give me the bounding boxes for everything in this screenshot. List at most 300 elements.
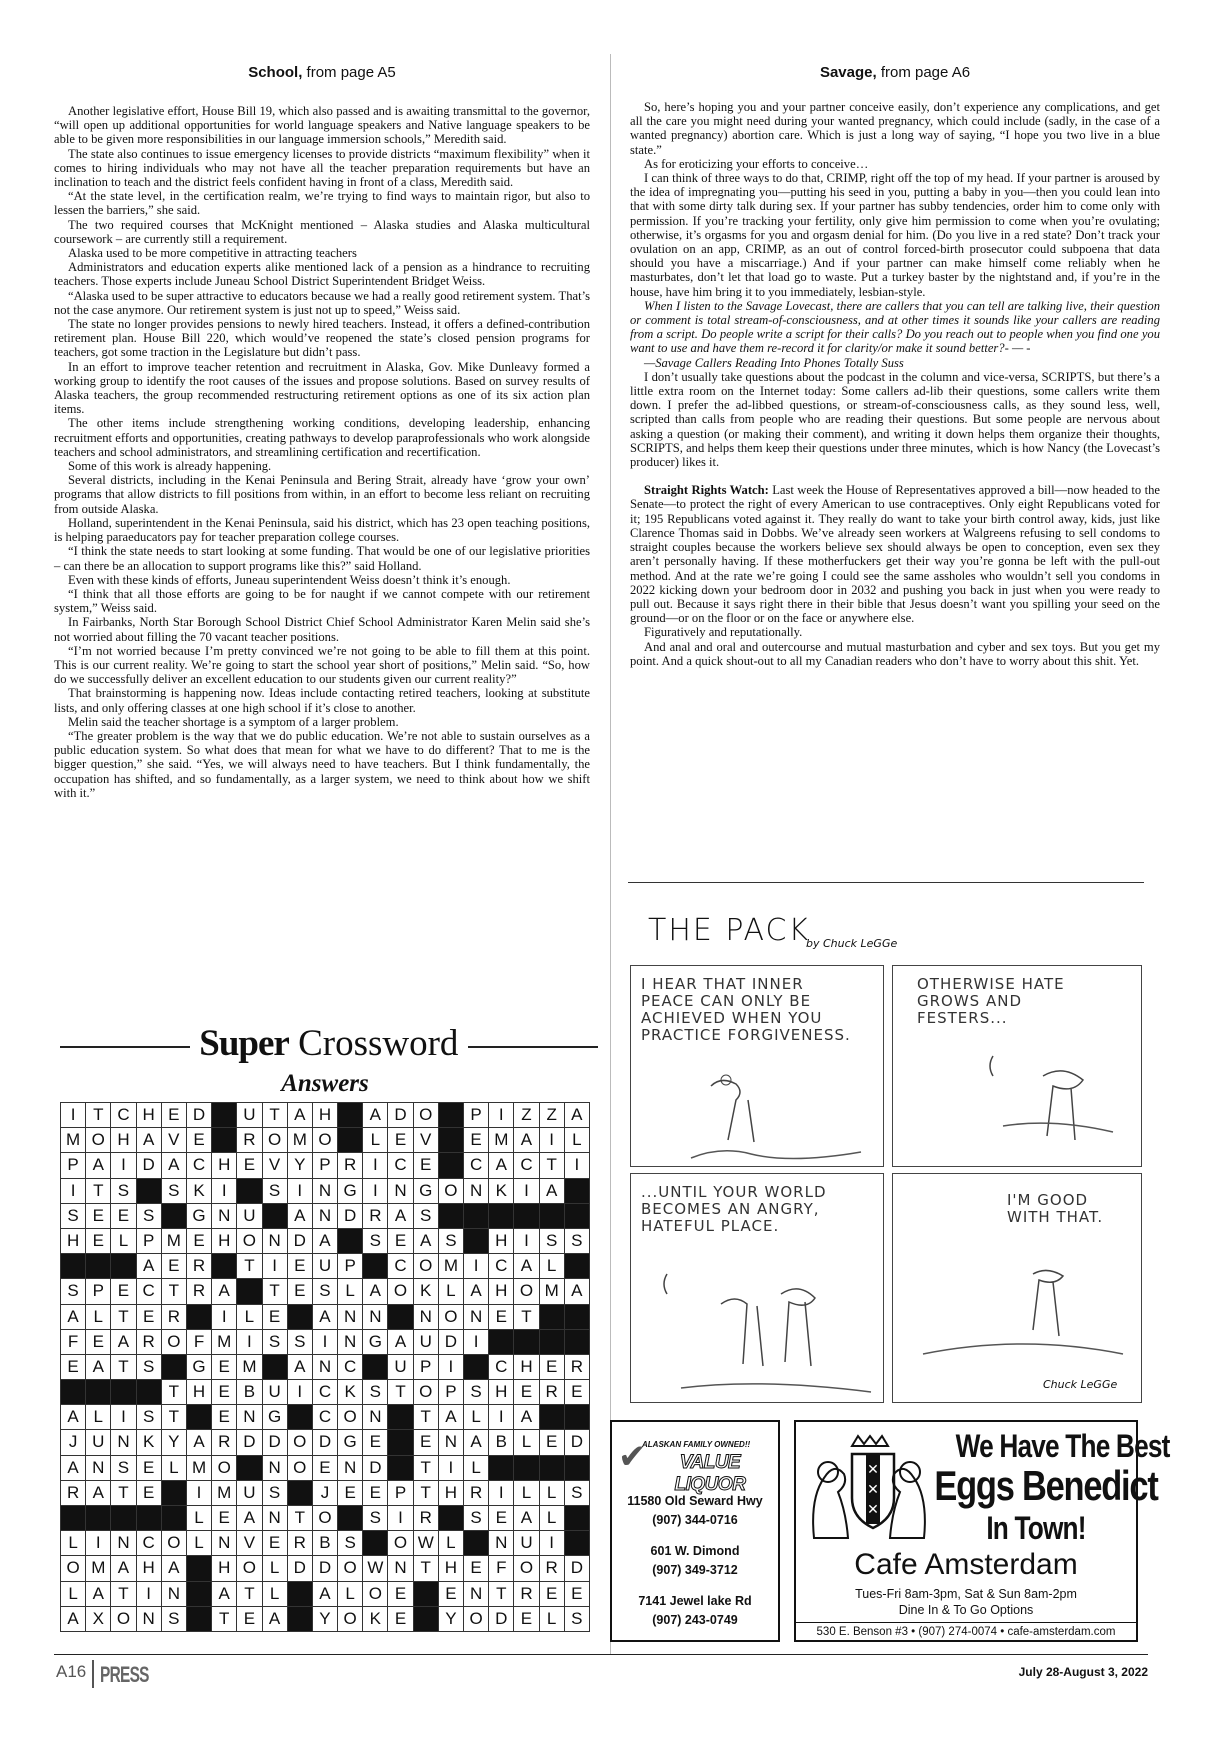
crossword-cell: D [565, 1556, 590, 1581]
crossword-cell: N [137, 1607, 162, 1632]
article-paragraph: Holland, superintendent in the Kenai Peninsula, said his district, which has 23 open teaching positions, is helping paraeducators pay for teacher preparation college courses. [54, 515, 590, 545]
crossword-black-square [565, 1531, 590, 1556]
crossword-cell: V [237, 1531, 262, 1556]
crossword-cell: C [111, 1103, 136, 1128]
store-address: 11580 Old Seward Hwy [627, 1494, 763, 1508]
crossword-cell: P [61, 1153, 86, 1178]
crossword-cell: K [137, 1430, 162, 1455]
crossword-cell: E [313, 1456, 338, 1481]
crossword-cell: Y [288, 1153, 313, 1178]
crossword-black-square [565, 1305, 590, 1330]
crossword-cell: S [162, 1179, 187, 1204]
crossword-cell: E [162, 1254, 187, 1279]
crossword-cell: L [187, 1506, 212, 1531]
crossword-cell: E [388, 1607, 413, 1632]
crossword-cell: T [414, 1556, 439, 1581]
crossword-black-square [363, 1355, 388, 1380]
crossword-black-square [212, 1254, 237, 1279]
crossword-cell: D [439, 1330, 464, 1355]
crossword-cell: I [489, 1481, 514, 1506]
crossword-cell: L [464, 1405, 489, 1430]
crossword-cell: A [313, 1305, 338, 1330]
crossword-cell: A [187, 1430, 212, 1455]
crossword-cell: I [288, 1380, 313, 1405]
crossword-black-square [514, 1456, 539, 1481]
left-heading-bold: School, [248, 64, 303, 81]
comic-panel-2 [892, 965, 1142, 1167]
crossword-cell: E [111, 1279, 136, 1304]
crossword-black-square [137, 1380, 162, 1405]
crossword-cell: F [61, 1330, 86, 1355]
left-column-heading [54, 64, 590, 81]
crossword-cell: W [414, 1531, 439, 1556]
crossword-cell: N [263, 1229, 288, 1254]
crossword-cell: V [414, 1128, 439, 1153]
crossword-cell: T [263, 1103, 288, 1128]
crossword-cell: N [263, 1506, 288, 1531]
crossword-black-square [565, 1456, 590, 1481]
crossword-cell: I [61, 1103, 86, 1128]
crossword-cell: H [61, 1229, 86, 1254]
article-paragraph: Even with these kinds of efforts, Juneau superintendent Weiss doesn’t think it’s enough. [68, 572, 511, 587]
crossword-cell: P [338, 1254, 363, 1279]
crossword-cell: N [363, 1305, 388, 1330]
value-liquor-ad[interactable] [610, 1420, 780, 1642]
straight-rights-watch [630, 483, 1160, 625]
article-paragraph: “Alaska used to be super attractive to educators because we had a really good retirement system. That’s not the case anymore. Our retirement system is just not up to speed,” Weiss said. [54, 288, 590, 317]
crossword-cell: S [565, 1481, 590, 1506]
crossword-cell: O [288, 1430, 313, 1455]
crossword-cell: E [514, 1380, 539, 1405]
crossword-cell: N [263, 1456, 288, 1481]
crossword-cell: I [489, 1405, 514, 1430]
crossword-cell: F [489, 1556, 514, 1581]
savage-letter: When I listen to the Savage Lovecast, there are callers that you can tell are talking live, their question or comment is total stream-of-consciousness, and at other times it sounds like your callers are reading from a script. Do people write a script for their calls? Do you reach out to people when you find one you want to use and have them re-record it for clarity/or make it sound better?- — - [630, 298, 1160, 356]
crossword-cell: I [363, 1179, 388, 1204]
crossword-cell: O [388, 1531, 413, 1556]
crossword-cell: I [464, 1330, 489, 1355]
crossword-black-square [489, 1456, 514, 1481]
crossword-cell: N [338, 1305, 363, 1330]
crossword-cell: N [313, 1179, 338, 1204]
crossword-cell: E [137, 1456, 162, 1481]
crossword-cell: H [489, 1380, 514, 1405]
crossword-black-square [439, 1204, 464, 1229]
store-address: 7141 Jewel lake Rd [638, 1594, 752, 1608]
crossword-cell: B [313, 1531, 338, 1556]
crossword-cell: H [187, 1380, 212, 1405]
crossword-cell: V [162, 1128, 187, 1153]
crossword-cell: S [363, 1506, 388, 1531]
crossword-black-square [540, 1330, 565, 1355]
crossword-cell: U [237, 1481, 262, 1506]
crossword-black-square [187, 1556, 212, 1581]
crossword-black-square [237, 1456, 262, 1481]
panel-3-speech: ...UNTIL YOUR WORLD BECOMES AN ANGRY, HATEFUL PLACE. [641, 1183, 827, 1235]
crossword-cell: T [489, 1582, 514, 1607]
crossword-black-square [263, 1355, 288, 1380]
crossword-cell: S [263, 1179, 288, 1204]
crossword-black-square [137, 1179, 162, 1204]
crossword-cell: F [187, 1330, 212, 1355]
crossword-cell: I [86, 1531, 111, 1556]
crossword-cell: N [111, 1430, 136, 1455]
crossword-black-square [212, 1128, 237, 1153]
crossword-cell: J [313, 1481, 338, 1506]
crossword-cell: T [111, 1481, 136, 1506]
crossword-cell: U [237, 1103, 262, 1128]
crossword-cell: L [439, 1279, 464, 1304]
crossword-cell: E [263, 1531, 288, 1556]
crossword-cell: B [489, 1430, 514, 1455]
crossword-cell: K [363, 1607, 388, 1632]
crossword-cell: L [162, 1456, 187, 1481]
crossword-black-square [363, 1531, 388, 1556]
crossword-cell: E [363, 1481, 388, 1506]
store-phone: (907) 344-0716 [652, 1513, 738, 1527]
crossword-answers-label: Answers [281, 1070, 369, 1097]
crossword-black-square [288, 1405, 313, 1430]
crossword-black-square [86, 1380, 111, 1405]
ad-headline-3: In Town! [986, 1510, 1086, 1546]
crossword-cell: T [388, 1380, 413, 1405]
crossword-cell: A [514, 1405, 539, 1430]
crossword-cell: S [137, 1204, 162, 1229]
crossword-cell: T [162, 1405, 187, 1430]
crossword-cell: E [439, 1582, 464, 1607]
crossword-cell: N [111, 1531, 136, 1556]
crossword-cell: M [288, 1128, 313, 1153]
crossword-cell: N [363, 1405, 388, 1430]
comic-signature: Chuck LeGGe [1043, 1378, 1118, 1391]
crossword-cell: I [212, 1179, 237, 1204]
crossword-cell: G [363, 1330, 388, 1355]
crossword-cell: I [212, 1305, 237, 1330]
crossword-cell: A [86, 1153, 111, 1178]
crossword-cell: L [439, 1531, 464, 1556]
crossword-cell: E [288, 1279, 313, 1304]
crossword-cell: A [464, 1279, 489, 1304]
right-heading-rest: from page A6 [876, 64, 971, 81]
family-owned-tag: ALASKAN FAMILY OWNED!! [642, 1440, 751, 1449]
crossword-cell: R [414, 1506, 439, 1531]
crossword-cell: C [313, 1380, 338, 1405]
crossword-cell: A [313, 1582, 338, 1607]
comic-panel-4 [892, 1173, 1142, 1403]
crossword-cell: S [263, 1481, 288, 1506]
crossword-cell: A [388, 1204, 413, 1229]
crossword-cell: T [414, 1456, 439, 1481]
crossword-cell: N [338, 1456, 363, 1481]
column-divider [610, 54, 611, 1654]
crossword-grid [60, 1102, 590, 1632]
crossword-cell: E [237, 1607, 262, 1632]
crossword-cell: N [388, 1179, 413, 1204]
crossword-cell: L [111, 1229, 136, 1254]
crossword-cell: E [489, 1506, 514, 1531]
crossword-cell: N [212, 1204, 237, 1229]
crossword-cell: E [414, 1430, 439, 1455]
savage-paragraphs-b [630, 370, 1160, 469]
crossword-cell: I [514, 1229, 539, 1254]
store-address: 601 W. Dimond [650, 1544, 740, 1558]
crossword-cell: T [212, 1607, 237, 1632]
crossword-cell: R [540, 1380, 565, 1405]
crossword-black-square [363, 1254, 388, 1279]
crossword-black-square [61, 1254, 86, 1279]
crossword-cell: E [388, 1582, 413, 1607]
crossword-cell: S [111, 1456, 136, 1481]
crossword-cell: L [263, 1556, 288, 1581]
crossword-cell: E [514, 1607, 539, 1632]
crossword-cell: T [414, 1405, 439, 1430]
article-paragraph: The other items include strengthening working conditions, developing leadership, enhancing recruitment efforts and opportunities, creating pathways to develop paraprofessionals who work alongside teachers and school administrators, and streamlining certification and recertification. [54, 416, 590, 459]
crossword-black-square [111, 1506, 136, 1531]
crossword-cell: A [388, 1330, 413, 1355]
panel-1-speech: I HEAR THAT INNER PEACE CAN ONLY BE ACHIEVED WHEN YOU PRACTICE FORGIVENESS. [641, 975, 851, 1044]
crossword-cell: M [162, 1229, 187, 1254]
store-location [612, 1542, 778, 1580]
store-phone: (907) 349-3712 [652, 1563, 738, 1577]
crossword-cell: C [489, 1355, 514, 1380]
crossword-cell: G [338, 1430, 363, 1455]
crossword-cell: S [61, 1204, 86, 1229]
crossword-cell: A [363, 1103, 388, 1128]
article-paragraph: Several districts, including in the Kenai Peninsula and Bering Strait, already have ‘grow your own’ programs that allow districts to fill positions from within, in an effort to become less reliant on recruiting from outside Alaska. [54, 473, 590, 516]
crossword-black-square [187, 1582, 212, 1607]
crossword-black-square [288, 1305, 313, 1330]
crossword-cell: T [162, 1380, 187, 1405]
title-rule-left [60, 1046, 190, 1048]
cafe-hours [796, 1586, 1136, 1618]
crossword-cell: O [162, 1531, 187, 1556]
left-heading-rest: from page A5 [302, 64, 396, 81]
crossword-cell: S [338, 1531, 363, 1556]
crossword-cell: I [464, 1254, 489, 1279]
crossword-cell: P [439, 1380, 464, 1405]
crossword-cell: I [111, 1405, 136, 1430]
crossword-cell: M [540, 1279, 565, 1304]
crossword-cell: G [187, 1355, 212, 1380]
crossword-black-square [464, 1204, 489, 1229]
crossword-cell: O [338, 1405, 363, 1430]
crossword-black-square [162, 1204, 187, 1229]
crossword-cell: L [61, 1531, 86, 1556]
crossword-cell: T [540, 1153, 565, 1178]
crossword-cell: E [540, 1582, 565, 1607]
crossword-cell: L [540, 1481, 565, 1506]
crossword-cell: C [313, 1405, 338, 1430]
crossword-cell: I [489, 1103, 514, 1128]
crossword-black-square [464, 1229, 489, 1254]
crossword-cell: G [263, 1405, 288, 1430]
crossword-cell: T [111, 1355, 136, 1380]
crossword-cell: O [313, 1506, 338, 1531]
crossword-cell: R [363, 1204, 388, 1229]
store-phone: (907) 243-0749 [652, 1613, 738, 1627]
crossword-cell: L [61, 1582, 86, 1607]
crossword-cell: I [61, 1179, 86, 1204]
crossword-cell: O [439, 1305, 464, 1330]
crossword-cell: H [111, 1128, 136, 1153]
crossword-cell: E [464, 1556, 489, 1581]
svg-text:✕: ✕ [867, 1482, 879, 1498]
article-paragraph: I don’t usually take questions about the podcast in the column and vice-versa, SCRIPTS, but there’s a little extra room on the Internet today: Some callers ad-lib their questions, some callers write them down. I prefer the ad-libbed questions, or stream-of-consciousness calls, as they sound less, well, scripted than calls from people who are reading their questions. But some people are nervous about asking a question (or making their comment), and writing it down helps them organize their thoughts, SCRIPTS, and helps them keep their questions under three minutes, which is how Nancy (the Lovecast’s producer) likes it. [630, 369, 1160, 470]
crossword-black-square [540, 1405, 565, 1430]
crossword-cell: M [237, 1355, 262, 1380]
article-paragraph: I can think of three ways to do that, CRIMP, right off the top of my head. If your partner is aroused by the idea of impregnating you—putting his seed in you, putting a baby in you—then you could lean into that with some dirty talk during sex. If your partner has subby tendencies, order him to come only with permission. If you’re tracking your fertility, only give him permission to come when you’re ovulating; otherwise, it’s orgasms for you and orgasm denial for him. (Do you live in a red state? Don’t track your ovulation on an app, CRIMP, as an out of control forced-birth prosecutor could subpoena that data should you have a miscarriage.) And if your partner can make himself come reliably when he masturbates, don’t let that load go to waste. Put a turkey baster by the nightstand and, if you’re in the house, have him bring it to you immediately, lesbian-style. [630, 171, 1160, 299]
crossword-cell: A [237, 1506, 262, 1531]
crossword-black-square [439, 1128, 464, 1153]
crossword-cell: L [338, 1582, 363, 1607]
crossword-cell: L [86, 1305, 111, 1330]
cafe-amsterdam-ad[interactable] [794, 1420, 1170, 1642]
crossword-cell: S [313, 1279, 338, 1304]
crossword-cell: C [137, 1531, 162, 1556]
crossword-cell: A [137, 1254, 162, 1279]
crossword-cell: E [212, 1355, 237, 1380]
crossword-black-square [439, 1153, 464, 1178]
crossword-cell: S [162, 1607, 187, 1632]
crossword-cell: E [263, 1305, 288, 1330]
crossword-cell: O [86, 1128, 111, 1153]
crossword-cell: N [212, 1531, 237, 1556]
crossword-cell: S [565, 1229, 590, 1254]
crossword-cell: P [388, 1481, 413, 1506]
crossword-black-square [86, 1254, 111, 1279]
crossword-black-square [86, 1506, 111, 1531]
crossword-cell: X [86, 1607, 111, 1632]
crossword-cell: A [565, 1103, 590, 1128]
dog-drawing-icon [893, 966, 1141, 1166]
crossword-cell: G [187, 1204, 212, 1229]
crossword-cell: C [187, 1153, 212, 1178]
crossword-cell: R [540, 1556, 565, 1581]
crossword-cell: E [111, 1204, 136, 1229]
crossword-cell: L [86, 1405, 111, 1430]
crossword-cell: E [187, 1128, 212, 1153]
store-location [612, 1592, 778, 1630]
comic-top-rule [628, 882, 1144, 883]
crossword-cell: A [313, 1229, 338, 1254]
crossword-cell: M [61, 1128, 86, 1153]
crossword-cell: E [388, 1128, 413, 1153]
crossword-cell: U [313, 1254, 338, 1279]
cafe-name: Cafe Amsterdam [854, 1548, 1078, 1581]
crossword-cell: D [237, 1430, 262, 1455]
article-paragraph: Alaska used to be more competitive in attracting teachers [68, 246, 357, 261]
crossword-cell: P [86, 1279, 111, 1304]
article-paragraph: The state also continues to issue emergency licenses to provide districts “maximum flexibility” when it comes to hiring individuals who may not have all the teacher preparation requirements but have an inclination to teach and the district feels confident having in front of a class, Meredith said. [54, 146, 590, 190]
crossword-cell: S [137, 1405, 162, 1430]
article-paragraph: “I think the state needs to start looking at some funding. That would be one of our legislative priorities – can there be an allocation to support programs like this?” said Holland. [54, 544, 590, 573]
crossword-black-square [565, 1506, 590, 1531]
crossword-cell: U [263, 1380, 288, 1405]
comic-panel-3 [630, 1173, 884, 1403]
crossword-cell: O [514, 1279, 539, 1304]
crossword-cell: O [414, 1254, 439, 1279]
watch-text: Last week the House of Representatives approved a bill—now headed to the Senate—to protect the right of every American to use contraceptives. Only eight Republicans voted for it; 195 Republicans voted against it. They really do want to take your birth control away, kids, just like Clarence Thomas said in Dobbs. We’ve already seen workers at Walgreens refusing to sell condoms to straight couples because the workers believe sex should always be open to conception, even sex they aren’t personally having. If these motherfuckers get their way you’re gonna be left with the pull-out method. And at the rate we’re going I could see the same assholes who wouldn’t sell you condoms in 2022 kicking down your bedroom door in 2032 and pushing you back in just when you were ready to pull out. Because it says right there in their bible that Jesus doesn’t want you spilling your seed on the ground—or on the floor or on the face or anywhere else. [630, 483, 1160, 626]
crossword-cell: R [514, 1582, 539, 1607]
crossword-cell: D [288, 1229, 313, 1254]
crossword-cell: T [86, 1103, 111, 1128]
article-paragraph: “The greater problem is the way that we do public education. We’re not able to sustain ourselves as a public education system. So what does that mean for what we have to do different? That to me is the bigger question,” she said. “Yes, we will always need to have teachers. But I think fundamentally, the occupation has shifted, and so fundamentally, as a larger system, we need to think about how we shift with it.” [54, 728, 590, 800]
crossword-cell: D [489, 1607, 514, 1632]
savage-article [630, 100, 1160, 668]
crossword-cell: H [439, 1556, 464, 1581]
crossword-cell: D [313, 1430, 338, 1455]
crossword-cell: N [313, 1204, 338, 1229]
comic-title: THE PACK [648, 913, 811, 948]
crossword-black-square [388, 1305, 413, 1330]
article-paragraph: In Fairbanks, North Star Borough School District Chief School Administrator Karen Melin said she’s not worried about filling the 70 vacant teacher positions. [54, 615, 590, 644]
publication-logo: PRESS [100, 1662, 149, 1687]
crossword-cell: O [388, 1279, 413, 1304]
crossword-cell: A [514, 1506, 539, 1531]
crossword-cell: A [162, 1556, 187, 1581]
crossword-cell: A [514, 1128, 539, 1153]
crossword-cell: H [137, 1103, 162, 1128]
crossword-cell: E [414, 1153, 439, 1178]
crossword-cell: M [212, 1330, 237, 1355]
store-location [612, 1492, 778, 1530]
crossword-cell: E [187, 1229, 212, 1254]
crossword-cell: A [464, 1430, 489, 1455]
crossword-cell: E [86, 1204, 111, 1229]
crossword-cell: O [464, 1607, 489, 1632]
crossword-cell: A [162, 1153, 187, 1178]
crossword-cell: S [363, 1380, 388, 1405]
crossword-black-square [439, 1506, 464, 1531]
crossword-cell: E [565, 1582, 590, 1607]
crossword-cell: I [137, 1582, 162, 1607]
crossword-cell: S [111, 1179, 136, 1204]
crossword-black-square [414, 1607, 439, 1632]
crossword-cell: N [439, 1430, 464, 1455]
crossword-black-square [111, 1254, 136, 1279]
savage-paragraphs-c [630, 625, 1160, 668]
article-paragraph: The two required courses that McKnight mentioned – Alaska studies and Alaska multicultural coursework – are currently still a requirement. [54, 217, 590, 246]
dog-drawing-icon [893, 1174, 1141, 1402]
crossword-black-square [514, 1204, 539, 1229]
crossword-cell: O [288, 1456, 313, 1481]
crossword-cell: O [363, 1582, 388, 1607]
crossword-cell: O [414, 1103, 439, 1128]
crossword-cell: A [212, 1279, 237, 1304]
crossword-cell: A [540, 1179, 565, 1204]
article-paragraph: Melin said the teacher shortage is a symptom of a larger problem. [68, 714, 399, 729]
crossword-black-square [187, 1405, 212, 1430]
crossword-cell: K [187, 1179, 212, 1204]
crossword-cell: O [61, 1556, 86, 1581]
crossword-black-square [61, 1380, 86, 1405]
crossword-cell: O [514, 1556, 539, 1581]
panel-4-speech: I'M GOOD WITH THAT. [1007, 1191, 1104, 1226]
crossword-cell: N [388, 1556, 413, 1581]
crossword-cell: O [313, 1128, 338, 1153]
crossword-cell: T [514, 1305, 539, 1330]
crossword-cell: E [86, 1229, 111, 1254]
crossword-black-square [338, 1103, 363, 1128]
crossword-cell: E [288, 1254, 313, 1279]
crossword-cell: C [338, 1355, 363, 1380]
crossword-cell: I [187, 1481, 212, 1506]
crossword-cell: I [439, 1456, 464, 1481]
article-paragraph: The state no longer provides pensions to newly hired teachers. Instead, it offers a defined-contribution retirement plan. House Bill 220, which would’ve reopened the state’s closed pension programs for teachers, got some traction in the Legislature but didn’t pass. [54, 317, 590, 360]
crossword-cell: Z [514, 1103, 539, 1128]
crossword-cell: L [263, 1582, 288, 1607]
crossword-cell: O [162, 1330, 187, 1355]
